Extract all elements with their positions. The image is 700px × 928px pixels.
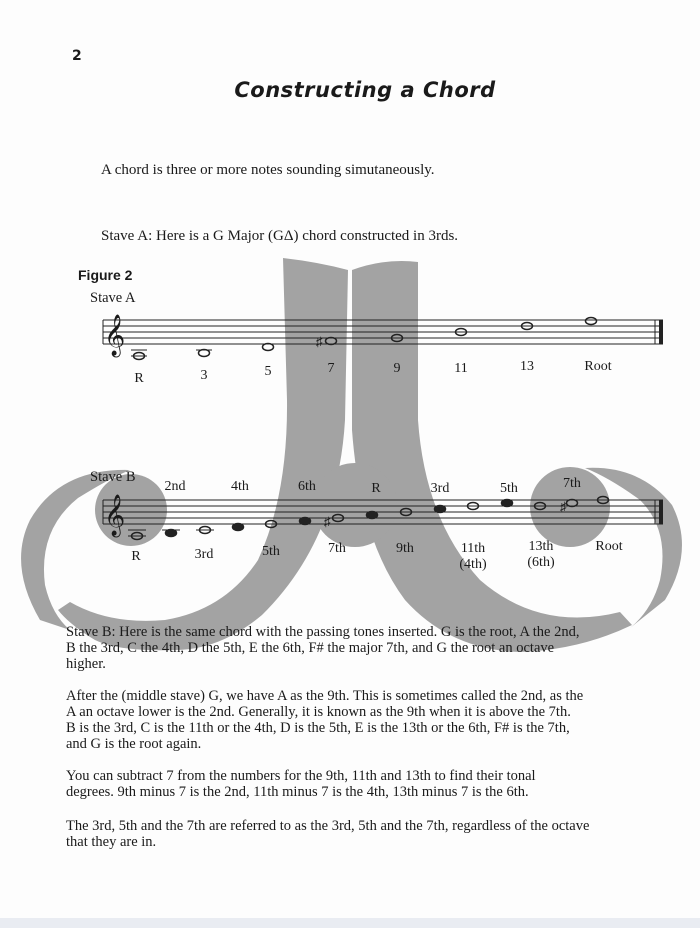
stave-a-degree: 9 — [393, 361, 401, 376]
stave-b-lower-label: (4th) — [459, 557, 487, 572]
note-b-high — [435, 506, 446, 513]
stave-b-lower-label: Root — [595, 539, 623, 554]
paragraph-middle-stave — [66, 688, 646, 752]
note-b — [199, 350, 210, 357]
intro-text: A chord is three or more notes sounding simutaneously. — [101, 162, 435, 178]
text-line: After the (middle stave) G, we have A as the 9th. This is sometimes called the 2nd, as the — [66, 688, 584, 704]
stave-a — [0, 300, 700, 390]
sharp-icon: ♯ — [316, 334, 323, 349]
stave-a-degree: 5 — [264, 364, 272, 379]
stave-b-lower-label: 7th — [328, 541, 346, 556]
text-line: The 3rd, 5th and the 7th are referred to as the 3rd, 5th and the 7th, regardless of the octave — [66, 818, 590, 834]
stave-b-lower-label: 13th — [528, 539, 554, 554]
note-d-high — [502, 500, 513, 507]
note-f-sharp-high — [567, 500, 578, 507]
stave-b-upper-label: 6th — [298, 479, 316, 494]
paragraph-regardless — [66, 818, 646, 850]
stave-b — [0, 460, 700, 575]
text-line: Stave B: Here is the same chord with the passing tones inserted. G is the root, A the 2nd, — [66, 624, 580, 640]
note-d — [263, 344, 274, 351]
note-g-high — [586, 318, 597, 325]
page-title: Constructing a Chord — [234, 78, 496, 102]
stave-a-degree: Root — [584, 359, 612, 374]
stave-b-upper-label: 3rd — [430, 481, 450, 496]
sharp-icon: ♯ — [560, 499, 567, 514]
text-line: You can subtract 7 from the numbers for the 9th, 11th and 13th to find their tonal — [66, 768, 536, 784]
page-number: 2 — [72, 48, 82, 64]
scan-edge — [0, 918, 700, 928]
stave-a-intro: Stave A: Here is a G Major (GΔ) chord constructed in 3rds. — [101, 228, 459, 244]
paragraph-stave-b — [66, 624, 646, 672]
stave-a-label: Stave A — [90, 290, 136, 306]
note-a — [166, 530, 177, 537]
stave-a-degree: 11 — [454, 361, 468, 376]
text-line: and G is the root again. — [66, 736, 202, 752]
sharp-icon: ♯ — [324, 514, 331, 529]
stave-b-upper-label: 4th — [231, 479, 249, 494]
stave-b-upper-label: 5th — [500, 481, 518, 496]
text-line: that they are in. — [66, 834, 157, 850]
note-g-mid — [367, 512, 378, 519]
stave-a-degree: 13 — [520, 359, 534, 374]
stave-b-lower-label: 9th — [396, 541, 414, 556]
stave-b-lower-label: 3rd — [194, 547, 214, 562]
stave-a-degree: 7 — [327, 361, 335, 376]
note-e — [300, 518, 311, 525]
stave-b-upper-label: 2nd — [164, 479, 186, 494]
text-line: higher. — [66, 656, 106, 672]
treble-clef-icon: 𝄞 — [104, 315, 126, 355]
note-c — [233, 524, 244, 531]
stave-a-degree: 3 — [200, 368, 208, 383]
stave-b-upper-label: 7th — [563, 476, 581, 491]
paragraph-subtract — [66, 768, 646, 800]
treble-clef-icon: 𝄞 — [104, 495, 126, 535]
stave-a-degree: R — [134, 371, 144, 386]
stave-b-lower-label: (6th) — [527, 555, 555, 570]
text-line: B the 3rd, C the 4th, D the 5th, E the 6th, F# the major 7th, and G the root an octave — [66, 640, 555, 656]
text-line: B is the 3rd, C is the 11th or the 4th, D is the 5th, E is the 13th or the 6th, F# is the 7th, — [66, 720, 570, 736]
stave-b-lower-label: R — [131, 549, 141, 564]
note-f-sharp — [326, 338, 337, 345]
text-line: A an octave lower is the 2nd. Generally, it is known as the 9th when it is above the 7th. — [66, 704, 571, 720]
stave-b-upper-label: R — [371, 481, 381, 496]
stave-b-lower-label: 5th — [262, 544, 280, 559]
figure-label: Figure 2 — [78, 267, 133, 283]
stave-b-label: Stave B — [90, 469, 136, 485]
stave-b-lower-label: 11th — [460, 541, 486, 556]
text-line: degrees. 9th minus 7 is the 2nd, 11th minus 7 is the 4th, 13th minus 7 is the 6th. — [66, 784, 529, 800]
